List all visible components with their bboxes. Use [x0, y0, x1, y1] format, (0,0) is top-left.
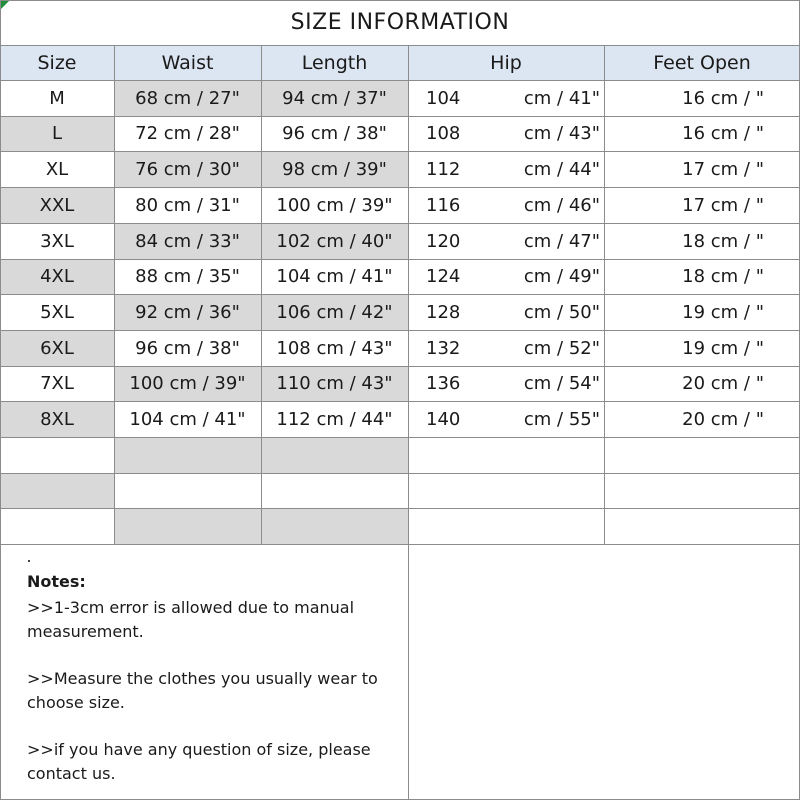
- grid-line: [0, 116, 800, 117]
- length-cell: 94 cm / 37": [282, 87, 387, 109]
- shaded-cell: [0, 473, 114, 508]
- feet-open-cell: 17 cm / ": [682, 194, 764, 216]
- column-header: Size: [37, 51, 77, 74]
- feet-open-cell: 20 cm / ": [682, 408, 764, 430]
- hip-in-cell: cm / 54": [523, 373, 600, 394]
- hip-cm-cell: 112: [426, 158, 461, 180]
- hip-cm-cell: 132: [426, 337, 461, 359]
- column-header: Hip: [490, 51, 522, 74]
- length-cell: 104 cm / 41": [276, 266, 393, 287]
- feet-open-cell: 19 cm / ": [682, 301, 764, 323]
- feet-open-cell: 19 cm / ": [682, 337, 764, 359]
- column-header: Waist: [161, 51, 214, 74]
- shaded-cell: [114, 437, 261, 473]
- size-cell: L: [51, 123, 63, 144]
- grid-line: [0, 366, 800, 367]
- waist-cell: 76 cm / 30": [135, 158, 240, 180]
- grid-line: [0, 401, 800, 402]
- length-cell: 106 cm / 42": [276, 301, 393, 323]
- grid-line: [0, 80, 800, 81]
- hip-in-cell: cm / 43": [523, 123, 600, 144]
- hip-in-cell: cm / 47": [523, 230, 600, 252]
- feet-open-cell: 17 cm / ": [682, 158, 764, 180]
- grid-line: [0, 223, 800, 224]
- feet-open-cell: 18 cm / ": [682, 230, 764, 252]
- note-item: >>if you have any question of size, please contact us.: [27, 740, 371, 783]
- hip-in-cell: cm / 50": [523, 301, 600, 323]
- grid-line: [0, 544, 800, 545]
- grid-line: [0, 437, 800, 438]
- grid-line: [408, 45, 409, 544]
- hip-in-cell: cm / 46": [523, 194, 600, 216]
- size-cell: XL: [45, 158, 69, 180]
- length-cell: 112 cm / 44": [276, 408, 393, 430]
- waist-cell: 104 cm / 41": [129, 408, 246, 430]
- hip-cm-cell: 128: [426, 301, 461, 323]
- shaded-cell: [261, 437, 408, 473]
- hip-cm-cell: 136: [426, 373, 461, 394]
- grid-line: [261, 45, 262, 544]
- grid-line: [0, 294, 800, 295]
- grid-line: [408, 544, 409, 800]
- grid-line: [0, 259, 800, 260]
- size-cell: 5XL: [40, 301, 74, 323]
- length-cell: 98 cm / 39": [282, 158, 387, 180]
- size-cell: 6XL: [40, 337, 74, 359]
- feet-open-cell: 16 cm / ": [682, 123, 764, 144]
- feet-open-cell: 20 cm / ": [682, 373, 764, 394]
- hip-cm-cell: 116: [426, 194, 461, 216]
- hip-cm-cell: 140: [426, 408, 461, 430]
- column-header: Feet Open: [653, 51, 751, 74]
- size-cell: 7XL: [40, 373, 74, 394]
- grid-line: [0, 187, 800, 188]
- notes-section: [27, 570, 397, 809]
- length-cell: 108 cm / 43": [276, 337, 393, 359]
- grid-line: [0, 473, 800, 474]
- grid-line: [0, 0, 1, 800]
- size-cell: 8XL: [40, 408, 74, 430]
- length-cell: 110 cm / 43": [276, 373, 393, 394]
- grid-line: [604, 45, 605, 544]
- note-item: >>Measure the clothes you usually wear to choose size.: [27, 669, 378, 712]
- notes-heading: Notes:: [27, 572, 86, 591]
- waist-cell: 68 cm / 27": [135, 87, 240, 109]
- length-cell: 100 cm / 39": [276, 194, 393, 216]
- length-cell: 96 cm / 38": [282, 123, 387, 144]
- hip-in-cell: cm / 52": [523, 337, 600, 359]
- hip-in-cell: cm / 41": [523, 87, 600, 109]
- grid-line: [0, 508, 800, 509]
- grid-line: [0, 0, 800, 1]
- note-item: >>1-3cm error is allowed due to manual measurement.: [27, 598, 355, 641]
- hip-cm-cell: 108: [426, 123, 461, 144]
- waist-cell: 88 cm / 35": [135, 266, 240, 287]
- size-cell: M: [49, 87, 65, 109]
- size-cell: XXL: [39, 194, 75, 216]
- hip-cm-cell: 124: [426, 266, 461, 287]
- waist-cell: 96 cm / 38": [135, 337, 240, 359]
- length-cell: 102 cm / 40": [276, 230, 393, 252]
- chart-title: SIZE INFORMATION: [290, 10, 510, 35]
- hip-in-cell: cm / 49": [523, 266, 600, 287]
- grid-line: [0, 330, 800, 331]
- grid-line: [114, 45, 115, 544]
- hip-in-cell: cm / 44": [523, 158, 600, 180]
- waist-cell: 72 cm / 28": [135, 123, 240, 144]
- grid-line: [0, 45, 800, 46]
- waist-cell: 100 cm / 39": [129, 373, 246, 394]
- column-header: Length: [301, 51, 368, 74]
- hip-cm-cell: 120: [426, 230, 461, 252]
- size-cell: 3XL: [40, 230, 74, 252]
- hip-in-cell: cm / 55": [523, 408, 600, 430]
- feet-open-cell: 16 cm / ": [682, 87, 764, 109]
- waist-cell: 84 cm / 33": [135, 230, 240, 252]
- hip-cm-cell: 104: [426, 87, 461, 109]
- size-cell: 4XL: [40, 266, 74, 287]
- shaded-cell: [261, 508, 408, 544]
- shaded-cell: [114, 508, 261, 544]
- grid-line: [0, 151, 800, 152]
- waist-cell: 92 cm / 36": [135, 301, 240, 323]
- feet-open-cell: 18 cm / ": [682, 266, 764, 287]
- stray-dot: [28, 560, 30, 562]
- waist-cell: 80 cm / 31": [135, 194, 240, 216]
